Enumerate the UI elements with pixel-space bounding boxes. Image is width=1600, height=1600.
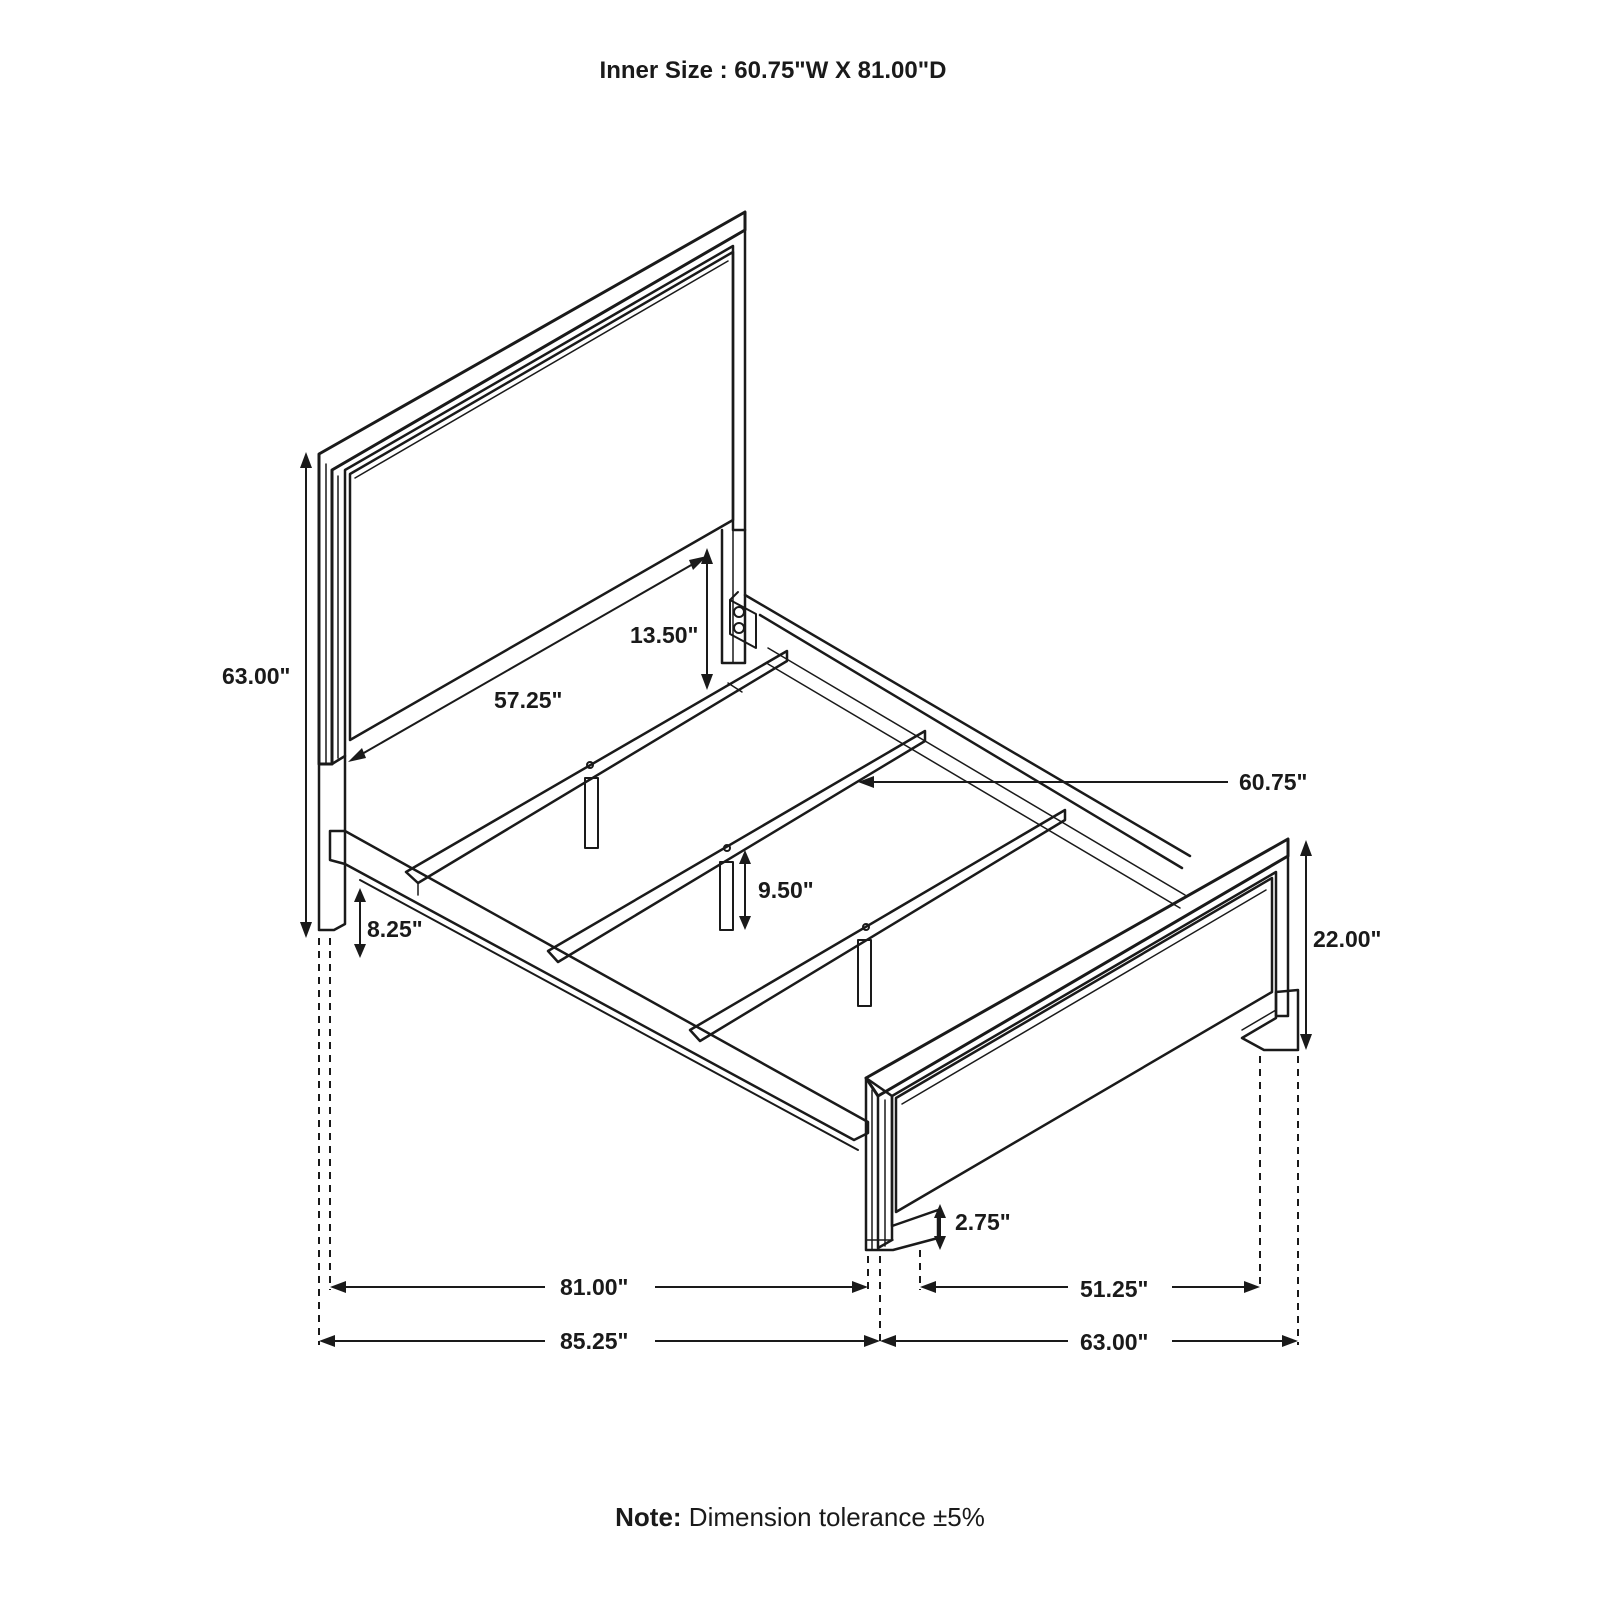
inner-width-leader [858,776,1228,788]
dimension-labels [222,622,1381,1355]
overall-width-label: 63.00" [1080,1329,1149,1355]
inner-width-label: 60.75" [1239,769,1308,795]
headboard-clearance-dimension [701,548,713,690]
inner-length-label: 81.00" [560,1274,629,1300]
far-side-rail [745,595,1190,908]
footboard-height-dimension [1300,840,1312,1050]
note-label: Note: [615,1502,682,1532]
headboard-height-label: 63.00" [222,663,291,689]
note-text: Dimension tolerance ±5% [681,1502,985,1532]
overall-length-label: 85.25" [560,1328,629,1354]
rail-clearance-label: 8.25" [367,916,423,942]
foot-height-label: 2.75" [955,1209,1011,1235]
tolerance-note [0,1502,1600,1533]
footboard-height-label: 22.00" [1313,926,1382,952]
headboard-width-label: 57.25" [494,687,563,713]
diagram-title: Inner Size : 60.75"W X 81.00"D [599,57,947,84]
bed-line-drawing [319,212,1298,1250]
headboard-height-dimension [300,452,312,938]
footboard-width-label: 51.25" [1080,1276,1149,1302]
rail-clearance-dimension [354,888,366,958]
headboard-clearance-label: 13.50" [630,622,699,648]
headboard-width-dimension [348,556,707,762]
support-leg-dimension [739,850,751,930]
support-leg-label: 9.50" [758,877,814,903]
